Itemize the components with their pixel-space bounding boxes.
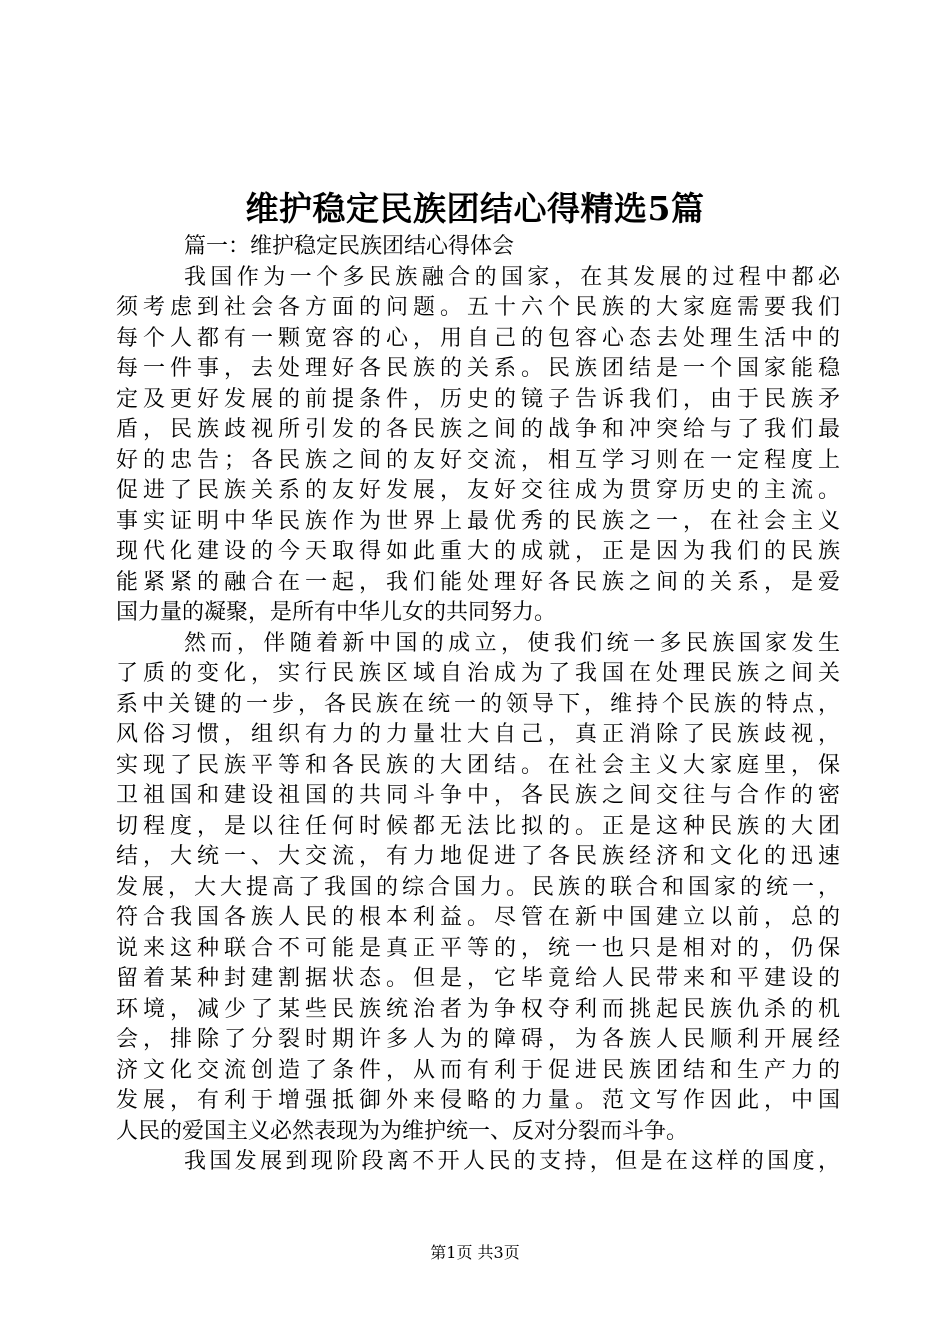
paragraph-line: 我国发展到现阶段离不开人民的支持，但是在这样的国度， bbox=[184, 1149, 840, 1174]
paragraph-line: 盾，民族歧视所引发的各民族之间的战争和冲突给与了我们最 bbox=[116, 417, 840, 442]
section-heading: 篇一：维护稳定民族团结心得体会 bbox=[184, 234, 515, 259]
paragraph-line: 符合我国各族人民的根本利益。尽管在新中国建立以前，总的 bbox=[116, 905, 840, 930]
paragraph-line: 风俗习惯，组织有力的力量壮大自己，真正消除了民族歧视， bbox=[116, 722, 840, 747]
paragraph-line: 然而，伴随着新中国的成立，使我们统一多民族国家发生 bbox=[184, 630, 840, 656]
paragraph-line: 会，排除了分裂时期许多人为的障碍，为各族人民顺利开展经 bbox=[116, 1027, 840, 1052]
document-body bbox=[116, 232, 840, 1178]
paragraph-line: 留着某种封建割据状态。但是，它毕竟给人民带来和平建设的 bbox=[116, 966, 840, 991]
paragraph-line: 结，大统一、大交流，有力地促进了各民族经济和文化的迅速 bbox=[116, 844, 840, 869]
paragraph-line: 实现了民族平等和各民族的大团结。在社会主义大家庭里，保 bbox=[116, 752, 840, 778]
paragraph-line: 系中关键的一步，各民族在统一的领导下，维持个民族的特点， bbox=[116, 691, 840, 717]
paragraph-line: 每一件事，去处理好各民族的关系。民族团结是一个国家能稳 bbox=[116, 356, 840, 381]
paragraph-line: 国力量的凝聚，是所有中华儿女的共同努力。 bbox=[116, 600, 557, 625]
paragraph-line: 能紧紧的融合在一起，我们能处理好各民族之间的关系，是爱 bbox=[116, 569, 840, 595]
paragraph-line: 说来这种联合不可能是真正平等的，统一也只是相对的，仍保 bbox=[116, 935, 840, 961]
paragraph-line: 发展，大大提高了我国的综合国力。民族的联合和国家的统一， bbox=[116, 874, 840, 900]
paragraph-line: 我国作为一个多民族融合的国家，在其发展的过程中都必 bbox=[184, 264, 840, 290]
paragraph-line: 切程度，是以往任何时候都无法比拟的。正是这种民族的大团 bbox=[116, 813, 840, 839]
paragraph-line: 定及更好发展的前提条件，历史的镜子告诉我们，由于民族矛 bbox=[116, 386, 840, 412]
paragraph-line: 事实证明中华民族作为世界上最优秀的民族之一，在社会主义 bbox=[116, 508, 840, 534]
page-number-footer: 第1页 共3页 bbox=[430, 1243, 520, 1262]
paragraph-line: 每个人都有一颗宽容的心，用自己的包容心态去处理生活中的 bbox=[116, 325, 840, 351]
paragraph-line: 须考虑到社会各方面的问题。五十六个民族的大家庭需要我们 bbox=[116, 295, 840, 320]
paragraph-line: 发展，有利于增强抵御外来侵略的力量。范文写作因此，中国 bbox=[116, 1088, 840, 1113]
paragraph-line: 促进了民族关系的友好发展，友好交往成为贯穿历史的主流。 bbox=[116, 478, 840, 503]
paragraph-line: 了质的变化，实行民族区域自治成为了我国在处理民族之间关 bbox=[116, 661, 840, 686]
paragraph-line: 环境，减少了某些民族统治者为争权夺利而挑起民族仇杀的机 bbox=[116, 996, 840, 1022]
paragraph-line: 好的忠告；各民族之间的友好交流，相互学习则在一定程度上 bbox=[116, 447, 840, 473]
document-title: 维护稳定民族团结心得精选5篇 bbox=[245, 189, 705, 228]
paragraph-line: 人民的爱国主义必然表现为为维护统一、反对分裂而斗争。 bbox=[116, 1118, 689, 1144]
paragraph-line: 济文化交流创造了条件，从而有利于促进民族团结和生产力的 bbox=[116, 1057, 840, 1083]
paragraph-line: 现代化建设的今天取得如此重大的成就，正是因为我们的民族 bbox=[116, 539, 840, 564]
paragraph-line: 卫祖国和建设祖国的共同斗争中，各民族之间交往与合作的密 bbox=[116, 783, 840, 808]
